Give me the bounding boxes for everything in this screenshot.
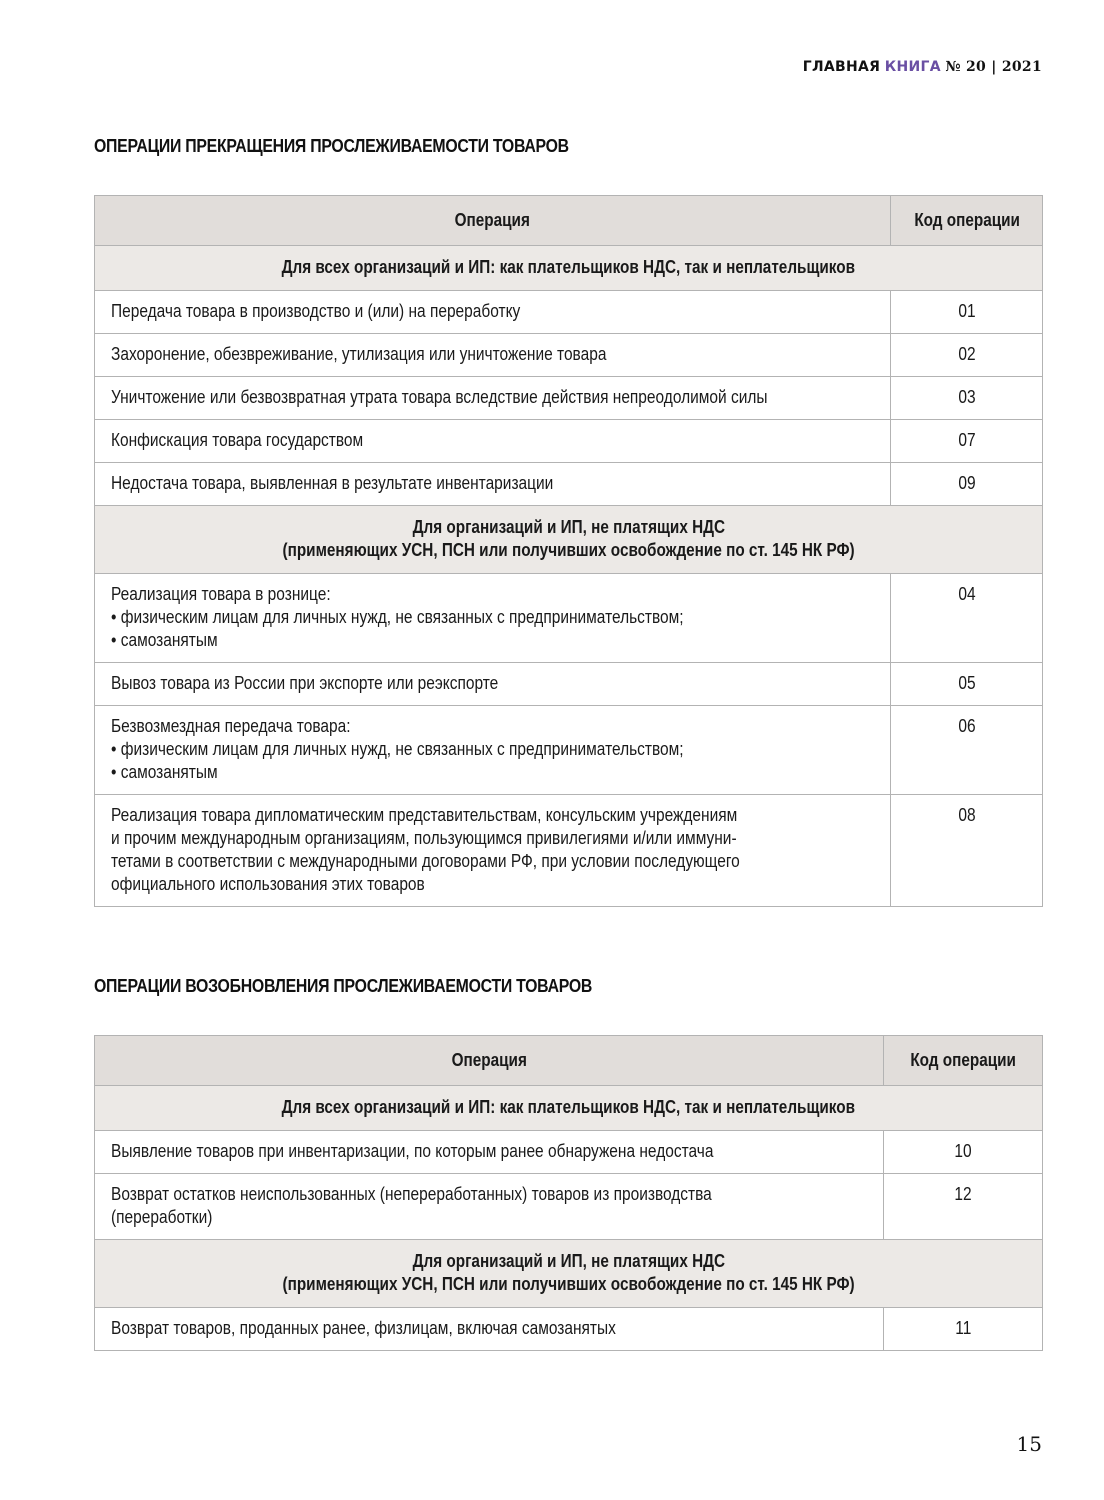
brand-name-accent: КНИГА xyxy=(884,59,941,75)
operation-name: Безвозмездная передача товара: • физическим лицам для личных нужд, не связанных с предпринимательством; • самозанятым xyxy=(95,706,891,795)
table-row xyxy=(95,334,1043,377)
operation-code: 04 xyxy=(891,574,1043,663)
table-row xyxy=(95,574,1043,663)
operation-code: 09 xyxy=(891,463,1043,506)
column-header-operation: Операция xyxy=(95,196,891,246)
operation-name: Возврат остатков неиспользованных (непереработанных) товаров из производства (переработки) xyxy=(95,1174,884,1240)
table-row xyxy=(95,1131,1043,1174)
operation-code: 08 xyxy=(891,795,1043,907)
table-header-row xyxy=(95,196,1043,246)
table-row xyxy=(95,291,1043,334)
operation-name: Конфискация товара государством xyxy=(95,420,891,463)
operation-name: Недостача товара, выявленная в результате инвентаризации xyxy=(95,463,891,506)
group-heading-row xyxy=(95,506,1043,574)
operation-code: 06 xyxy=(891,706,1043,795)
operation-code: 05 xyxy=(891,663,1043,706)
page-number: 15 xyxy=(1016,1432,1042,1456)
operation-code: 12 xyxy=(884,1174,1043,1240)
termination-operations-table xyxy=(94,195,1043,907)
group-heading: Для организаций и ИП, не платящих НДС (применяющих УСН, ПСН или получивших освобождение по ст. 145 НК РФ) xyxy=(95,1240,1043,1308)
table-row xyxy=(95,706,1043,795)
operation-code: 02 xyxy=(891,334,1043,377)
table-row xyxy=(95,377,1043,420)
brand-name: ГЛАВНАЯ xyxy=(802,59,881,75)
group-heading-row xyxy=(95,1086,1043,1131)
group-heading: Для всех организаций и ИП: как плательщиков НДС, так и неплательщиков xyxy=(95,1086,1043,1131)
operation-code: 10 xyxy=(884,1131,1043,1174)
column-header-code: Код операции xyxy=(891,196,1043,246)
column-header-code: Код операции xyxy=(884,1036,1043,1086)
operation-name: Реализация товара в рознице: • физическим лицам для личных нужд, не связанных с предпринимательством; • самозанятым xyxy=(95,574,891,663)
section-title-termination: ОПЕРАЦИИ ПРЕКРАЩЕНИЯ ПРОСЛЕЖИВАЕМОСТИ ТОВАРОВ xyxy=(94,136,569,156)
operation-code: 11 xyxy=(884,1308,1043,1351)
table-row xyxy=(95,1174,1043,1240)
operation-name: Выявление товаров при инвентаризации, по которым ранее обнаружена недостача xyxy=(95,1131,884,1174)
table-header-row xyxy=(95,1036,1043,1086)
operation-name: Уничтожение или безвозвратная утрата товара вследствие действия непреодолимой силы xyxy=(95,377,891,420)
section-title-resumption: ОПЕРАЦИИ ВОЗОБНОВЛЕНИЯ ПРОСЛЕЖИВАЕМОСТИ ТОВАРОВ xyxy=(94,976,593,996)
issue-number: № 20 | 2021 xyxy=(945,59,1042,75)
operation-code: 03 xyxy=(891,377,1043,420)
group-heading: Для организаций и ИП, не платящих НДС (применяющих УСН, ПСН или получивших освобождение по ст. 145 НК РФ) xyxy=(95,506,1043,574)
resumption-operations-table xyxy=(94,1035,1043,1351)
table-row xyxy=(95,1308,1043,1351)
table-row xyxy=(95,663,1043,706)
operation-name: Передача товара в производство и (или) на переработку xyxy=(95,291,891,334)
operation-code: 07 xyxy=(891,420,1043,463)
table-row xyxy=(95,463,1043,506)
table-row xyxy=(95,420,1043,463)
operation-name: Вывоз товара из России при экспорте или реэкспорте xyxy=(95,663,891,706)
group-heading-row xyxy=(95,1240,1043,1308)
operation-name: Возврат товаров, проданных ранее, физлицам, включая самозанятых xyxy=(95,1308,884,1351)
operation-name: Реализация товара дипломатическим представительствам, консульским учреждениям и прочим международным организациям, пользующимся привилегиями и/или иммуни- тетами в соответствии с международными договорами РФ, при условии последующего официального использования этих товаров xyxy=(95,795,891,907)
group-heading-row xyxy=(95,246,1043,291)
masthead xyxy=(803,58,1042,75)
column-header-operation: Операция xyxy=(95,1036,884,1086)
operation-name: Захоронение, обезвреживание, утилизация или уничтожение товара xyxy=(95,334,891,377)
table-row xyxy=(95,795,1043,907)
operation-code: 01 xyxy=(891,291,1043,334)
group-heading: Для всех организаций и ИП: как плательщиков НДС, так и неплательщиков xyxy=(95,246,1043,291)
